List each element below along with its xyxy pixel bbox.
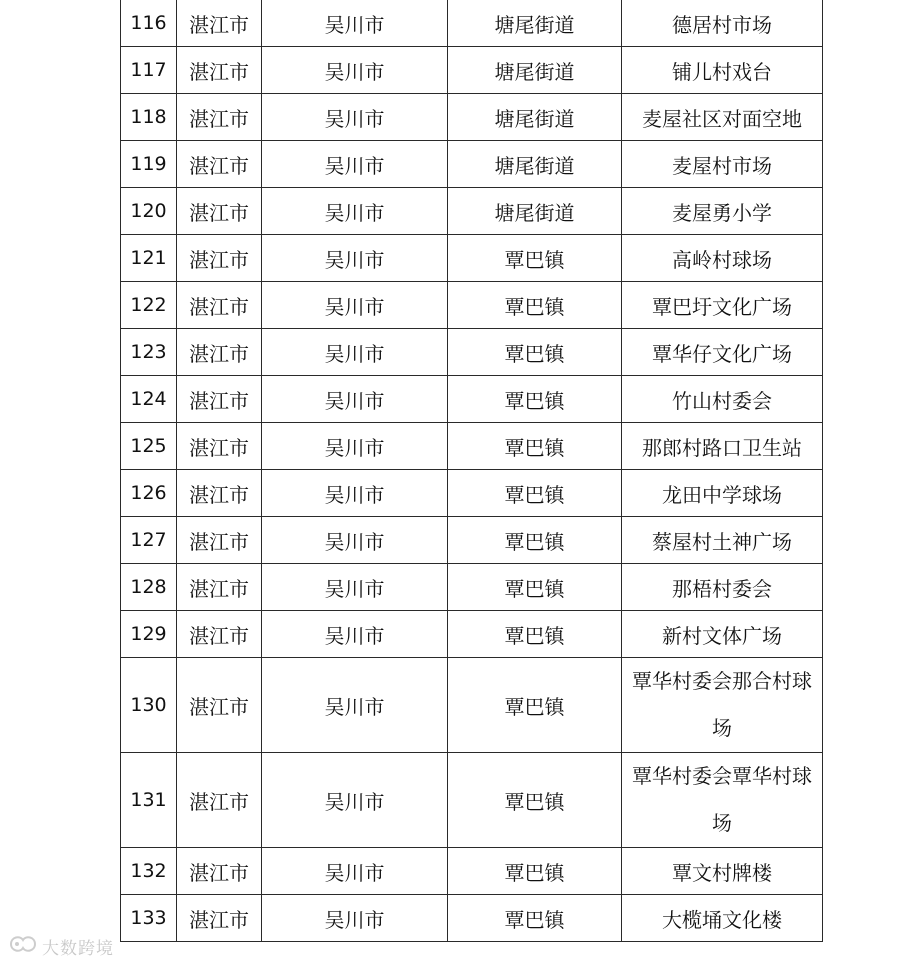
table-row	[121, 0, 823, 47]
row-number: 122	[121, 282, 177, 329]
city-cell: 湛江市	[177, 753, 262, 848]
row-number: 126	[121, 470, 177, 517]
city-cell: 湛江市	[177, 0, 262, 47]
table-row	[121, 517, 823, 564]
site-cell: 高岭村球场	[622, 235, 823, 282]
town-cell: 塘尾街道	[448, 188, 622, 235]
county-cell: 吴川市	[262, 0, 448, 47]
table-row	[121, 564, 823, 611]
town-cell: 覃巴镇	[448, 895, 622, 942]
site-cell: 德居村市场	[622, 0, 823, 47]
document-page	[120, 0, 822, 942]
county-cell: 吴川市	[262, 376, 448, 423]
site-cell: 覃华仔文化广场	[622, 329, 823, 376]
site-cell: 麦屋社区对面空地	[622, 94, 823, 141]
site-cell: 覃华村委会覃华村球场	[622, 753, 823, 848]
county-cell: 吴川市	[262, 895, 448, 942]
row-number: 117	[121, 47, 177, 94]
city-cell: 湛江市	[177, 658, 262, 753]
county-cell: 吴川市	[262, 188, 448, 235]
table-row	[121, 423, 823, 470]
row-number: 130	[121, 658, 177, 753]
city-cell: 湛江市	[177, 141, 262, 188]
county-cell: 吴川市	[262, 47, 448, 94]
table-row	[121, 658, 823, 753]
site-list-table	[120, 0, 823, 942]
table-row	[121, 753, 823, 848]
town-cell: 覃巴镇	[448, 423, 622, 470]
site-cell: 那郎村路口卫生站	[622, 423, 823, 470]
table-row	[121, 94, 823, 141]
row-number: 131	[121, 753, 177, 848]
brand-logo-icon	[8, 932, 38, 960]
table-row	[121, 376, 823, 423]
row-number: 119	[121, 141, 177, 188]
table-row	[121, 141, 823, 188]
row-number: 116	[121, 0, 177, 47]
town-cell: 覃巴镇	[448, 753, 622, 848]
town-cell: 覃巴镇	[448, 564, 622, 611]
town-cell: 覃巴镇	[448, 329, 622, 376]
city-cell: 湛江市	[177, 376, 262, 423]
table-row	[121, 282, 823, 329]
town-cell: 覃巴镇	[448, 376, 622, 423]
county-cell: 吴川市	[262, 470, 448, 517]
table-row	[121, 470, 823, 517]
city-cell: 湛江市	[177, 423, 262, 470]
row-number: 133	[121, 895, 177, 942]
county-cell: 吴川市	[262, 423, 448, 470]
table-row	[121, 47, 823, 94]
city-cell: 湛江市	[177, 329, 262, 376]
site-cell: 覃华村委会那合村球场	[622, 658, 823, 753]
city-cell: 湛江市	[177, 564, 262, 611]
town-cell: 覃巴镇	[448, 235, 622, 282]
town-cell: 塘尾街道	[448, 0, 622, 47]
town-cell: 塘尾街道	[448, 47, 622, 94]
county-cell: 吴川市	[262, 235, 448, 282]
site-cell: 覃文村牌楼	[622, 848, 823, 895]
town-cell: 覃巴镇	[448, 470, 622, 517]
town-cell: 塘尾街道	[448, 141, 622, 188]
county-cell: 吴川市	[262, 329, 448, 376]
county-cell: 吴川市	[262, 564, 448, 611]
city-cell: 湛江市	[177, 895, 262, 942]
row-number: 129	[121, 611, 177, 658]
row-number: 124	[121, 376, 177, 423]
row-number: 127	[121, 517, 177, 564]
town-cell: 塘尾街道	[448, 94, 622, 141]
site-cell: 蔡屋村土神广场	[622, 517, 823, 564]
city-cell: 湛江市	[177, 188, 262, 235]
city-cell: 湛江市	[177, 848, 262, 895]
city-cell: 湛江市	[177, 611, 262, 658]
row-number: 118	[121, 94, 177, 141]
county-cell: 吴川市	[262, 658, 448, 753]
table-row	[121, 235, 823, 282]
city-cell: 湛江市	[177, 235, 262, 282]
county-cell: 吴川市	[262, 611, 448, 658]
town-cell: 覃巴镇	[448, 282, 622, 329]
table-row	[121, 611, 823, 658]
site-cell: 那梧村委会	[622, 564, 823, 611]
site-cell: 麦屋村市场	[622, 141, 823, 188]
county-cell: 吴川市	[262, 848, 448, 895]
row-number: 123	[121, 329, 177, 376]
table-row	[121, 848, 823, 895]
table-row	[121, 329, 823, 376]
row-number: 132	[121, 848, 177, 895]
county-cell: 吴川市	[262, 141, 448, 188]
site-cell: 麦屋勇小学	[622, 188, 823, 235]
town-cell: 覃巴镇	[448, 658, 622, 753]
row-number: 128	[121, 564, 177, 611]
row-number: 120	[121, 188, 177, 235]
site-cell: 铺儿村戏台	[622, 47, 823, 94]
site-cell: 龙田中学球场	[622, 470, 823, 517]
county-cell: 吴川市	[262, 282, 448, 329]
row-number: 121	[121, 235, 177, 282]
town-cell: 覃巴镇	[448, 517, 622, 564]
city-cell: 湛江市	[177, 470, 262, 517]
county-cell: 吴川市	[262, 94, 448, 141]
watermark-text: 大数跨境	[42, 938, 114, 959]
city-cell: 湛江市	[177, 47, 262, 94]
watermark	[8, 932, 114, 960]
site-cell: 竹山村委会	[622, 376, 823, 423]
site-cell: 新村文体广场	[622, 611, 823, 658]
city-cell: 湛江市	[177, 517, 262, 564]
town-cell: 覃巴镇	[448, 611, 622, 658]
site-cell: 覃巴圩文化广场	[622, 282, 823, 329]
row-number: 125	[121, 423, 177, 470]
town-cell: 覃巴镇	[448, 848, 622, 895]
county-cell: 吴川市	[262, 517, 448, 564]
table-row	[121, 188, 823, 235]
city-cell: 湛江市	[177, 282, 262, 329]
county-cell: 吴川市	[262, 753, 448, 848]
site-cell: 大榄埇文化楼	[622, 895, 823, 942]
table-row	[121, 895, 823, 942]
city-cell: 湛江市	[177, 94, 262, 141]
